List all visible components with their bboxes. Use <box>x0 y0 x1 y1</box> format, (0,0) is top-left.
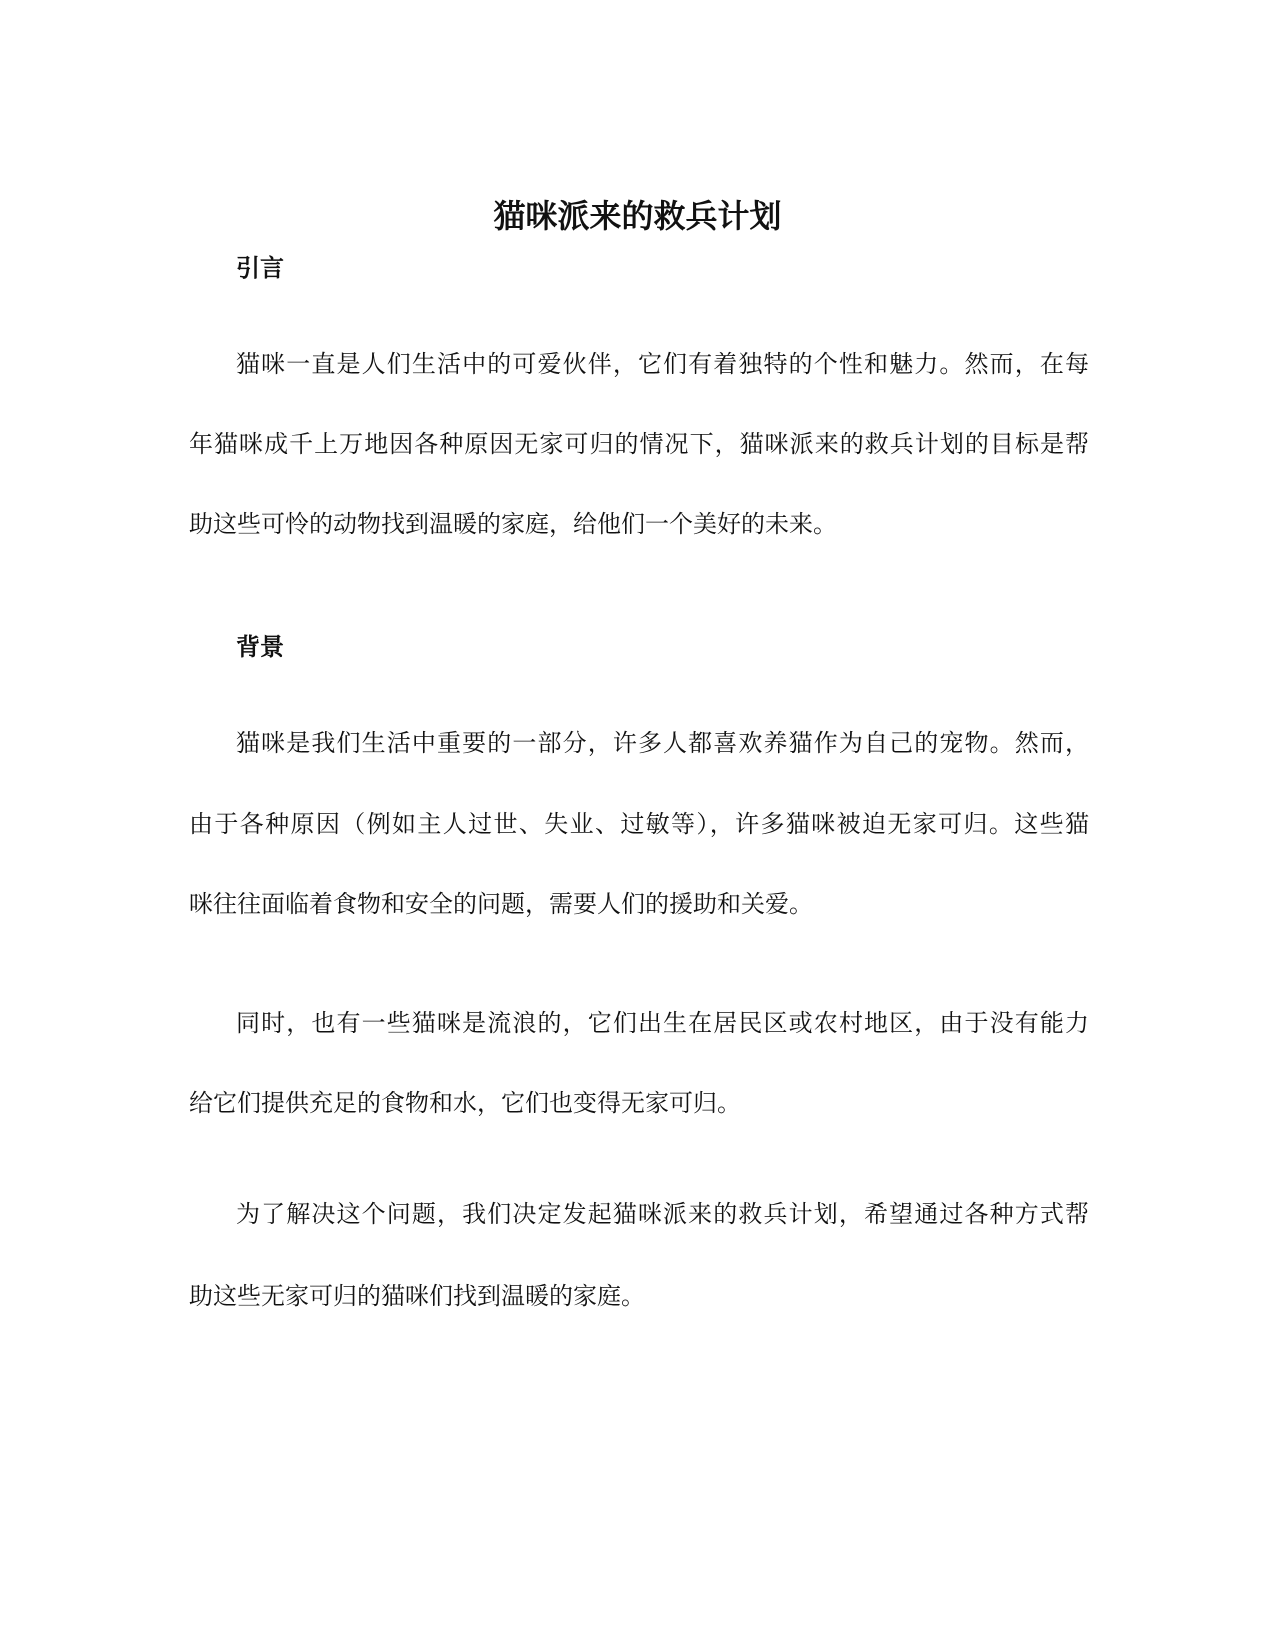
paragraph-line: 猫咪是我们生活中重要的一部分，许多人都喜欢养猫作为自己的宠物。然而， <box>236 729 1089 757</box>
document-title: 猫咪派来的救兵计划 <box>493 197 782 235</box>
paragraph-line: 由于各种原因（例如主人过世、失业、过敏等），许多猫咪被迫无家可归。这些猫 <box>189 810 1089 838</box>
section-heading-background: 背景 <box>236 633 284 661</box>
paragraph-line: 给它们提供充足的食物和水，它们也变得无家可归。 <box>189 1089 741 1117</box>
paragraph-line: 助这些可怜的动物找到温暖的家庭，给他们一个美好的未来。 <box>189 510 837 538</box>
paragraph-line: 同时，也有一些猫咪是流浪的，它们出生在居民区或农村地区，由于没有能力 <box>236 1009 1089 1037</box>
section-heading-introduction: 引言 <box>236 254 284 282</box>
paragraph-line: 为了解决这个问题，我们决定发起猫咪派来的救兵计划，希望通过各种方式帮 <box>236 1200 1089 1228</box>
paragraph-line: 助这些无家可归的猫咪们找到温暖的家庭。 <box>189 1282 645 1310</box>
paragraph-line: 年猫咪成千上万地因各种原因无家可归的情况下，猫咪派来的救兵计划的目标是帮 <box>189 430 1089 458</box>
paragraph-line: 咪往往面临着食物和安全的问题，需要人们的援助和关爱。 <box>189 890 813 918</box>
paragraph-line: 猫咪一直是人们生活中的可爱伙伴，它们有着独特的个性和魅力。然而，在每 <box>236 350 1089 378</box>
